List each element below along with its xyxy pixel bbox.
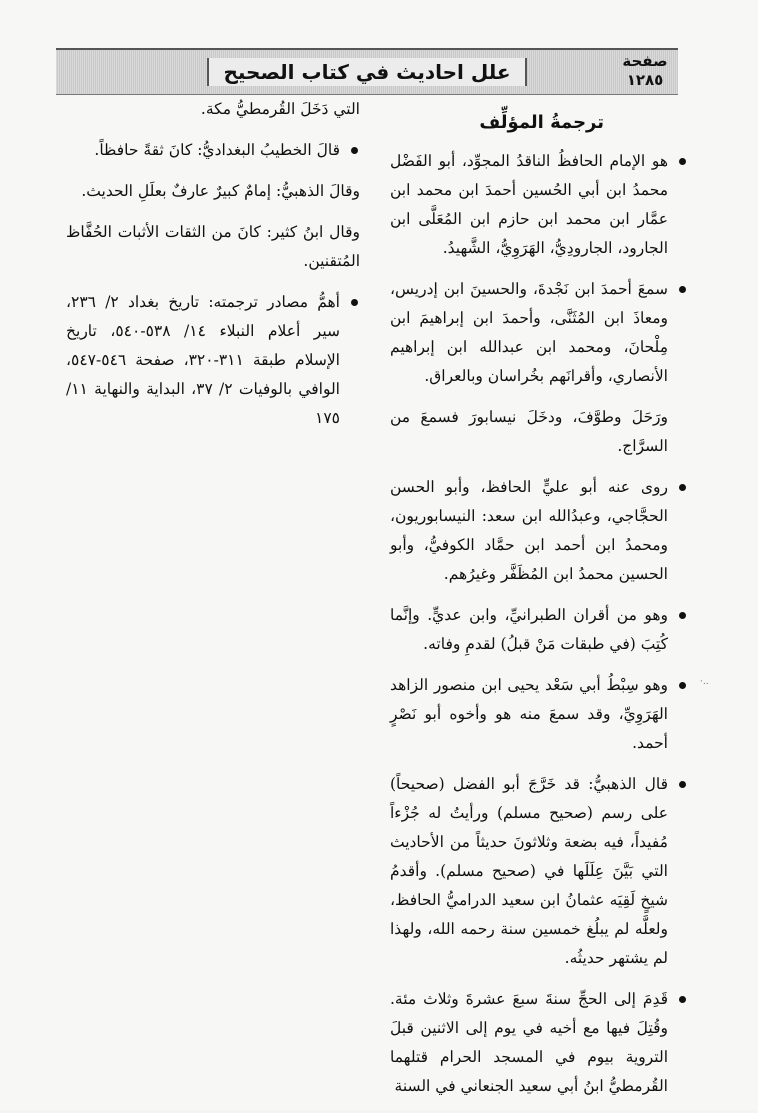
bullet-paragraph: أهمُّ مصادر ترجمته: تاريخ بغداد ٢/ ٢٣٦، سير أعلام النبلاء ١٤/ ٥٣٨-٥٤٠، تاريخ الإسلام طبقة ٣١١-٣٢٠، صفحة ٥٤٦-٥٤٧، الوافي بالوفيات ٢/ ٣٧، البداية والنهاية ١١/ ١٧٥: [66, 288, 360, 433]
bullet-paragraph: هو الإمام الحافظُ الناقدُ المجوِّد، أبو الفَضْل محمدُ ابن أبي الحُسين أحمدَ ابن محمد ابن عمَّار ابن محمد ابن حازم ابن المُعَلَّى ابن الجارود، الجارودِيُّ، الهَرَوِيُّ، الشَّهيدُ.: [390, 147, 688, 263]
bullet-paragraph: وهو من أقران الطبرانيِّ، وابن عديٍّ. وإنَّما كُتِبَ (في طبقات مَنْ قبلُ) لقدمِ وفاته.: [390, 601, 688, 659]
bullet-paragraph: روى عنه أبو عليٍّ الحافظ، وأبو الحسن الحجَّاجي، وعبدُالله ابن سعد: النيسابوريون، ومحمدُ ابن أحمد ابن حمَّاد الكوفيُّ، وأبو الحسين محمدُ ابن المُظَفَّر وغيرُهم.: [390, 473, 688, 589]
bullet-paragraph: قالَ الخطيبُ البغداديُّ: كانَ ثقةً حافظاً.: [66, 136, 360, 165]
section-heading: ترجمةُ المؤلِّف: [479, 112, 604, 133]
book-title: علل احاديث في كتاب الصحيح: [207, 58, 526, 86]
running-header: [56, 48, 678, 95]
right-column: [390, 108, 688, 1113]
page-number-box: [612, 52, 678, 90]
page-word: صفحة: [622, 52, 668, 70]
bullet-paragraph: قَدِمَ إلى الحجِّ سنةَ سبعَ عشرةَ وثلاث مئة. وقُتِلَ فيها مع أخيه في يوم إلى الاثنين قبلَ التروية بيوم في المسجد الحرام قتلهما القُرمطيُّ ابنُ أبي سعيد الجنعاني في السنة: [390, 985, 688, 1101]
paragraph: وقال ابنُ كثير: كانَ من الثقات الأثبات الحُفَّاظ المُتقنين.: [66, 223, 360, 270]
right-paragraphs: [390, 147, 688, 1101]
bullet-paragraph: سمعَ أحمدَ ابن نَجْدةَ، والحسينَ ابن إدريس، ومعاذَ ابن المُثَنَّى، وأحمدَ ابن إبراهيمَ ابن مِلْحانَ، ومحمد ابن عبدالله ابن إبراهيم الأنصاري، وأقرانَهم بخُراسان وبالعراق.: [390, 275, 688, 391]
bullet-paragraph: وهو سِبْطُ أبي سَعْد يحيى ابن منصور الزاهد الهَرَوِيِّ، وقد سمعَ منه هو وأخوه أبو نَصْرٍ أحمد.: [390, 671, 688, 758]
left-paragraphs: [66, 95, 360, 433]
paragraph: ورَحَلَ وطوَّفَ، ودخَلَ نيسابورَ فسمعَ من السرَّاج.: [390, 408, 668, 455]
paragraph: التي دَخَلَ القُرمطيُّ مكة.: [200, 100, 360, 118]
scan-speck: ·..: [700, 677, 709, 687]
paragraph: وقالَ الذهبيُّ: إمامٌ كبيرٌ عارفٌ بعلَلِ الحديث.: [81, 182, 360, 200]
left-column: [66, 95, 360, 445]
page-number: ١٢٨٥: [626, 71, 664, 89]
bullet-paragraph: قال الذهبيُّ: قد خَرَّجَ أبو الفضل (صحيحاً) على رسم (صحيح مسلم) ورأيتُ له جُزْءاً مُفيداً، فيه بضعة وثلاثونَ حديثاً من الأحاديث التي بَيَّنَ عِلَلَها في (صحيح مسلم). وأقدمُ شيخٍ لَقِيَه عثمانُ ابن سعيد الدراميُّ الحافظ، ولعلَّه لم يبلُغ خمسين سنة رحمه الله، ولهذا لم يشتهر حديثُه.: [390, 770, 688, 973]
